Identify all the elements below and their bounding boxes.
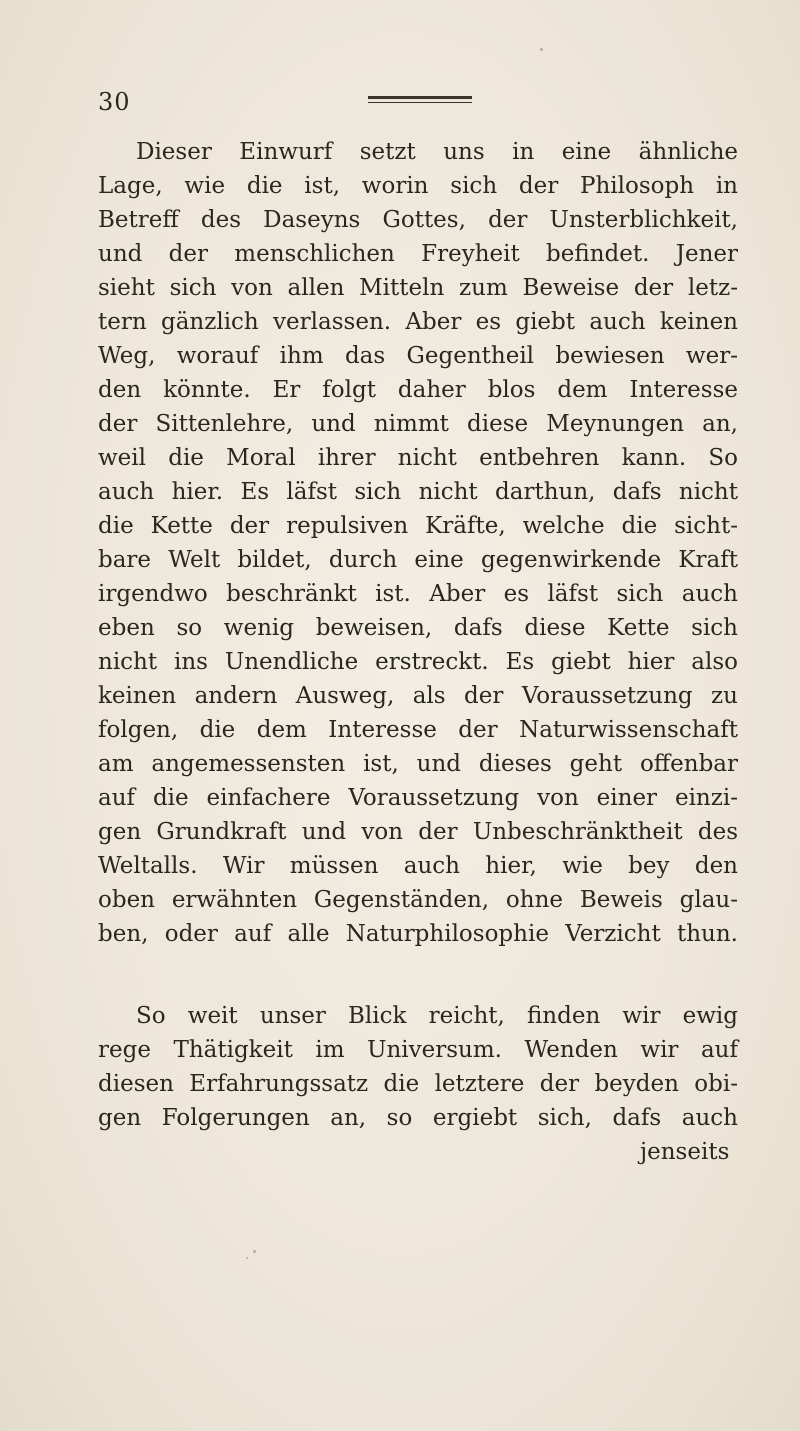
text-line: tern gänzlich verlassen. Aber es giebt auch keinen xyxy=(98,309,738,335)
text-line: So weit unser Blick reicht, finden wir ewig xyxy=(136,1003,738,1029)
text-line: bare Welt bildet, durch eine gegenwirkende Kraft xyxy=(98,547,738,573)
text-line: Weltalls. Wir müssen auch hier, wie bey den xyxy=(98,853,738,879)
text-line: Betreff des Daseyns Gottes, der Unsterblichkeit, xyxy=(98,207,738,233)
text-line: diesen Erfahrungssatz die letztere der beyden obi- xyxy=(98,1071,738,1097)
paper-speck xyxy=(540,48,543,51)
page-number: 30 xyxy=(98,88,131,116)
text-line: den könnte. Er folgt daher blos dem Interesse xyxy=(98,377,738,403)
text-line: folgen, die dem Interesse der Naturwissenschaft xyxy=(98,717,738,743)
text-line: weil die Moral ihrer nicht entbehren kann. So xyxy=(98,445,738,471)
text-line: die Kette der repulsiven Kräfte, welche die sicht- xyxy=(98,513,738,539)
text-line: oben erwähnten Gegenständen, ohne Beweis glau- xyxy=(98,887,738,913)
paper-speck xyxy=(246,1257,248,1259)
text-line: auf die einfachere Voraussetzung von einer einzi- xyxy=(98,785,738,811)
text-line: auch hier. Es läfst sich nicht darthun, dafs nicht xyxy=(98,479,738,505)
text-line: gen Grundkraft und von der Unbeschränktheit des xyxy=(98,819,738,845)
header-rule xyxy=(368,96,472,104)
text-line: Dieser Einwurf setzt uns in eine ähnliche xyxy=(136,139,738,165)
text-line: rege Thätigkeit im Universum. Wenden wir auf xyxy=(98,1037,738,1063)
text-line: der Sittenlehre, und nimmt diese Meynungen an, xyxy=(98,411,738,437)
text-line: Lage, wie die ist, worin sich der Philosoph in xyxy=(98,173,738,199)
paper-speck xyxy=(253,1250,256,1253)
text-line: und der menschlichen Freyheit befindet. Jener xyxy=(98,241,738,267)
text-line: Weg, worauf ihm das Gegentheil bewiesen wer- xyxy=(98,343,738,369)
text-line: nicht ins Unendliche erstreckt. Es giebt hier also xyxy=(98,649,738,675)
text-line: gen Folgerungen an, so ergiebt sich, dafs auch xyxy=(98,1105,738,1131)
text-line: eben so wenig beweisen, dafs diese Kette sich xyxy=(98,615,738,641)
text-line: ben, oder auf alle Naturphilosophie Verzicht thun. xyxy=(98,921,738,947)
text-line: irgendwo beschränkt ist. Aber es läfst sich auch xyxy=(98,581,738,607)
text-line: am angemessensten ist, und dieses geht offenbar xyxy=(98,751,738,777)
catchword: jenseits xyxy=(640,1139,730,1165)
text-line: keinen andern Ausweg, als der Voraussetzung zu xyxy=(98,683,738,709)
text-line: sieht sich von allen Mitteln zum Beweise der letz- xyxy=(98,275,738,301)
